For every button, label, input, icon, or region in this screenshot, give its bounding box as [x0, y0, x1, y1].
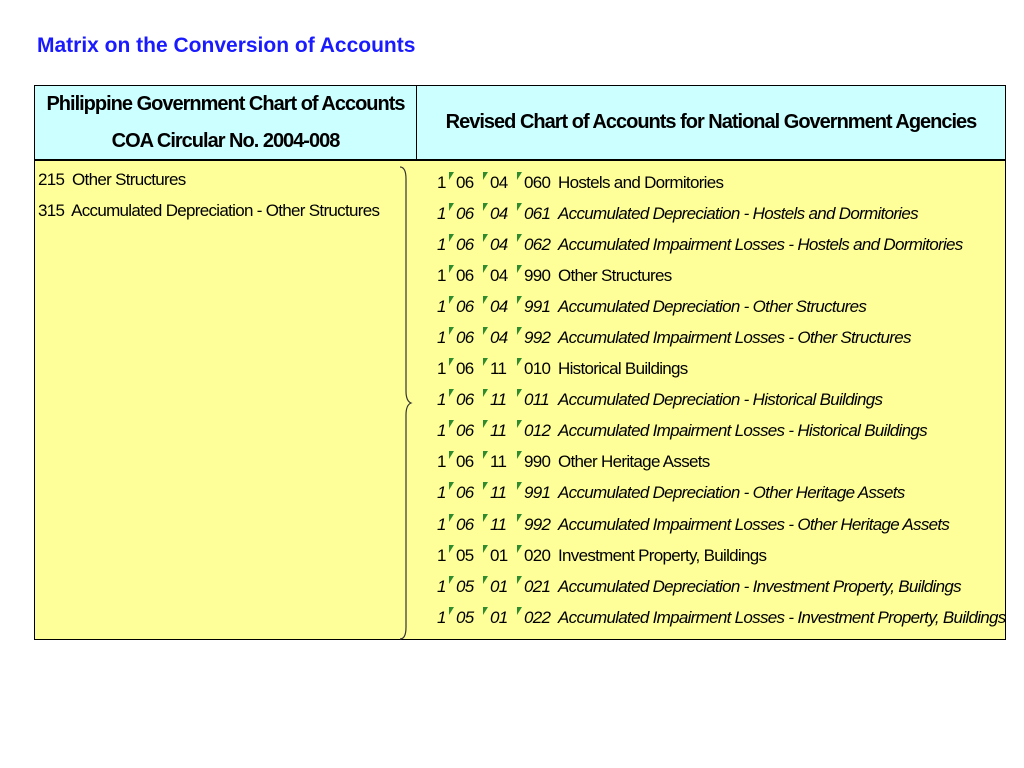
account-code-segment [524, 512, 556, 538]
new-account-name: Accumulated Depreciation - Other Structures [558, 296, 867, 316]
green-triangle-marker-icon [449, 203, 454, 211]
new-account-row [437, 354, 1006, 385]
account-code-value: 1 [437, 359, 446, 379]
account-code-value: 05 [456, 545, 474, 565]
green-triangle-marker-icon [449, 265, 454, 273]
account-code-value: 11 [490, 390, 507, 410]
green-triangle-marker-icon [517, 203, 522, 211]
header-old-chart-title: Philippine Government Chart of Accounts [46, 92, 405, 115]
account-code-segment [524, 294, 556, 320]
account-code-segment [524, 325, 556, 351]
new-account-row [437, 322, 1006, 353]
new-account-name: Accumulated Impairment Losses - Historical Buildings [558, 421, 927, 441]
green-triangle-marker-icon [483, 451, 488, 459]
green-triangle-marker-icon [517, 389, 522, 397]
old-account-name: Accumulated Depreciation - Other Structures [71, 201, 380, 220]
green-triangle-marker-icon [483, 327, 488, 335]
green-triangle-marker-icon [449, 607, 454, 615]
account-code-segment [524, 263, 556, 289]
new-account-name: Other Heritage Assets [558, 452, 710, 472]
account-code-value: 01 [490, 545, 508, 565]
account-code-value: 022 [524, 607, 551, 627]
account-code-value: 11 [490, 359, 507, 379]
green-triangle-marker-icon [449, 296, 454, 304]
new-account-name: Accumulated Impairment Losses - Other Structures [558, 328, 911, 348]
green-triangle-marker-icon [483, 358, 488, 366]
green-triangle-marker-icon [517, 420, 522, 428]
green-triangle-marker-icon [483, 234, 488, 242]
green-triangle-marker-icon [483, 265, 488, 273]
account-code-value: 021 [524, 576, 551, 596]
account-code-segment [524, 480, 556, 506]
account-code-value: 11 [490, 514, 507, 534]
account-code-value: 06 [456, 452, 474, 472]
new-account-row [437, 229, 1006, 260]
new-account-row [437, 540, 1006, 571]
account-code-value: 05 [456, 607, 474, 627]
green-triangle-marker-icon [449, 451, 454, 459]
new-account-name: Accumulated Depreciation - Other Heritage Assets [558, 483, 905, 503]
account-code-value: 01 [490, 607, 508, 627]
new-account-row [437, 447, 1006, 478]
account-code-value: 010 [524, 359, 551, 379]
new-account-name: Accumulated Impairment Losses - Hostels and Dormitories [558, 234, 963, 254]
account-code-segment [524, 574, 556, 600]
green-triangle-marker-icon [449, 482, 454, 490]
green-triangle-marker-icon [517, 607, 522, 615]
account-code-value: 04 [490, 328, 508, 348]
account-code-value: 1 [437, 421, 446, 441]
green-triangle-marker-icon [517, 451, 522, 459]
header-old-chart [35, 86, 417, 159]
new-account-row [437, 478, 1006, 509]
green-triangle-marker-icon [449, 545, 454, 553]
account-code-value: 992 [524, 514, 551, 534]
new-account-name: Accumulated Depreciation - Hostels and Dormitories [558, 203, 918, 223]
account-code-value: 06 [456, 390, 474, 410]
account-code-value: 1 [437, 172, 446, 192]
old-accounts-list [38, 167, 379, 229]
account-code-value: 1 [437, 607, 446, 627]
green-triangle-marker-icon [517, 265, 522, 273]
account-code-value: 04 [490, 265, 508, 285]
account-code-segment [524, 449, 556, 475]
account-code-value: 011 [524, 390, 550, 410]
account-code-value: 05 [456, 576, 474, 596]
green-triangle-marker-icon [517, 545, 522, 553]
account-code-value: 992 [524, 328, 551, 348]
green-triangle-marker-icon [483, 172, 488, 180]
green-triangle-marker-icon [483, 389, 488, 397]
green-triangle-marker-icon [449, 514, 454, 522]
green-triangle-marker-icon [517, 327, 522, 335]
account-code-segment [524, 232, 556, 258]
green-triangle-marker-icon [449, 576, 454, 584]
account-code-value: 1 [437, 265, 446, 285]
new-account-name: Historical Buildings [558, 359, 688, 379]
new-account-row [437, 509, 1006, 540]
account-code-value: 06 [456, 265, 474, 285]
old-account-row [38, 167, 379, 198]
green-triangle-marker-icon [449, 358, 454, 366]
green-triangle-marker-icon [449, 420, 454, 428]
account-code-value: 991 [524, 483, 551, 503]
account-code-value: 06 [456, 203, 474, 223]
new-account-row [437, 167, 1006, 198]
account-code-segment [524, 543, 556, 569]
account-code-value: 1 [437, 452, 446, 472]
account-code-value: 1 [437, 576, 446, 596]
old-account-name: Other Structures [72, 170, 186, 189]
account-code-value: 01 [490, 576, 508, 596]
account-code-segment [524, 170, 556, 196]
account-code-value: 1 [437, 328, 446, 348]
new-account-row [437, 571, 1006, 602]
green-triangle-marker-icon [483, 576, 488, 584]
old-account-code: 315 [38, 201, 65, 220]
green-triangle-marker-icon [483, 514, 488, 522]
green-triangle-marker-icon [449, 327, 454, 335]
account-code-value: 06 [456, 514, 474, 534]
green-triangle-marker-icon [449, 389, 454, 397]
account-code-value: 04 [490, 203, 508, 223]
green-triangle-marker-icon [517, 234, 522, 242]
green-triangle-marker-icon [449, 172, 454, 180]
header-new-chart: Revised Chart of Accounts for National Government Agencies [445, 111, 977, 133]
green-triangle-marker-icon [517, 172, 522, 180]
green-triangle-marker-icon [517, 296, 522, 304]
new-account-row [437, 416, 1006, 447]
green-triangle-marker-icon [483, 607, 488, 615]
new-account-name: Accumulated Depreciation - Investment Property, Buildings [558, 576, 961, 596]
green-triangle-marker-icon [517, 576, 522, 584]
new-account-row [437, 385, 1006, 416]
account-code-value: 1 [437, 483, 446, 503]
account-code-value: 020 [524, 545, 551, 565]
account-code-value: 06 [456, 421, 474, 441]
right-brace-icon [399, 165, 413, 641]
account-code-value: 012 [524, 421, 551, 441]
account-code-segment [524, 605, 556, 631]
account-code-value: 06 [456, 172, 474, 192]
account-code-segment [524, 418, 556, 444]
account-code-value: 06 [456, 359, 474, 379]
green-triangle-marker-icon [517, 358, 522, 366]
header-old-chart-circular: COA Circular No. 2004-008 [111, 129, 340, 152]
green-triangle-marker-icon [483, 203, 488, 211]
account-code-value: 04 [490, 296, 508, 316]
new-account-row [437, 602, 1006, 633]
account-code-value: 1 [437, 545, 446, 565]
green-triangle-marker-icon [517, 514, 522, 522]
account-code-value: 1 [437, 234, 446, 254]
green-triangle-marker-icon [449, 234, 454, 242]
account-code-value: 1 [437, 296, 446, 316]
new-accounts-list [437, 167, 1006, 633]
green-triangle-marker-icon [517, 482, 522, 490]
new-account-name: Accumulated Depreciation - Historical Buildings [558, 390, 883, 410]
green-triangle-marker-icon [483, 482, 488, 490]
new-account-name: Other Structures [558, 265, 672, 285]
account-code-value: 06 [456, 328, 474, 348]
account-code-value: 06 [456, 483, 474, 503]
account-code-value: 061 [524, 203, 551, 223]
green-triangle-marker-icon [483, 296, 488, 304]
account-code-value: 11 [490, 483, 507, 503]
new-account-row [437, 198, 1006, 229]
account-code-value: 990 [524, 265, 551, 285]
account-code-value: 060 [524, 172, 551, 192]
account-code-value: 06 [456, 296, 474, 316]
new-account-name: Hostels and Dormitories [558, 172, 724, 192]
old-account-row [38, 198, 379, 229]
old-account-code: 215 [38, 170, 65, 189]
account-code-value: 1 [437, 203, 446, 223]
account-code-value: 11 [490, 452, 507, 472]
new-account-name: Accumulated Impairment Losses - Other Heritage Assets [558, 514, 950, 534]
account-code-value: 06 [456, 234, 474, 254]
account-code-value: 1 [437, 514, 446, 534]
account-code-value: 990 [524, 452, 551, 472]
account-code-segment [524, 356, 556, 382]
page-title: Matrix on the Conversion of Accounts [37, 34, 416, 57]
account-code-value: 991 [524, 296, 551, 316]
account-code-value: 062 [524, 234, 551, 254]
account-code-value: 04 [490, 234, 508, 254]
new-account-name: Investment Property, Buildings [558, 545, 767, 565]
green-triangle-marker-icon [483, 545, 488, 553]
new-account-name: Accumulated Impairment Losses - Investment Property, Buildings [558, 607, 1006, 627]
account-code-value: 11 [490, 421, 507, 441]
table-header [34, 85, 1006, 160]
account-code-segment [524, 387, 556, 413]
new-account-row [437, 260, 1006, 291]
account-code-value: 04 [490, 172, 508, 192]
conversion-table-body [34, 160, 1006, 640]
account-code-value: 1 [437, 390, 446, 410]
account-code-segment [524, 201, 556, 227]
new-account-row [437, 291, 1006, 322]
green-triangle-marker-icon [483, 420, 488, 428]
